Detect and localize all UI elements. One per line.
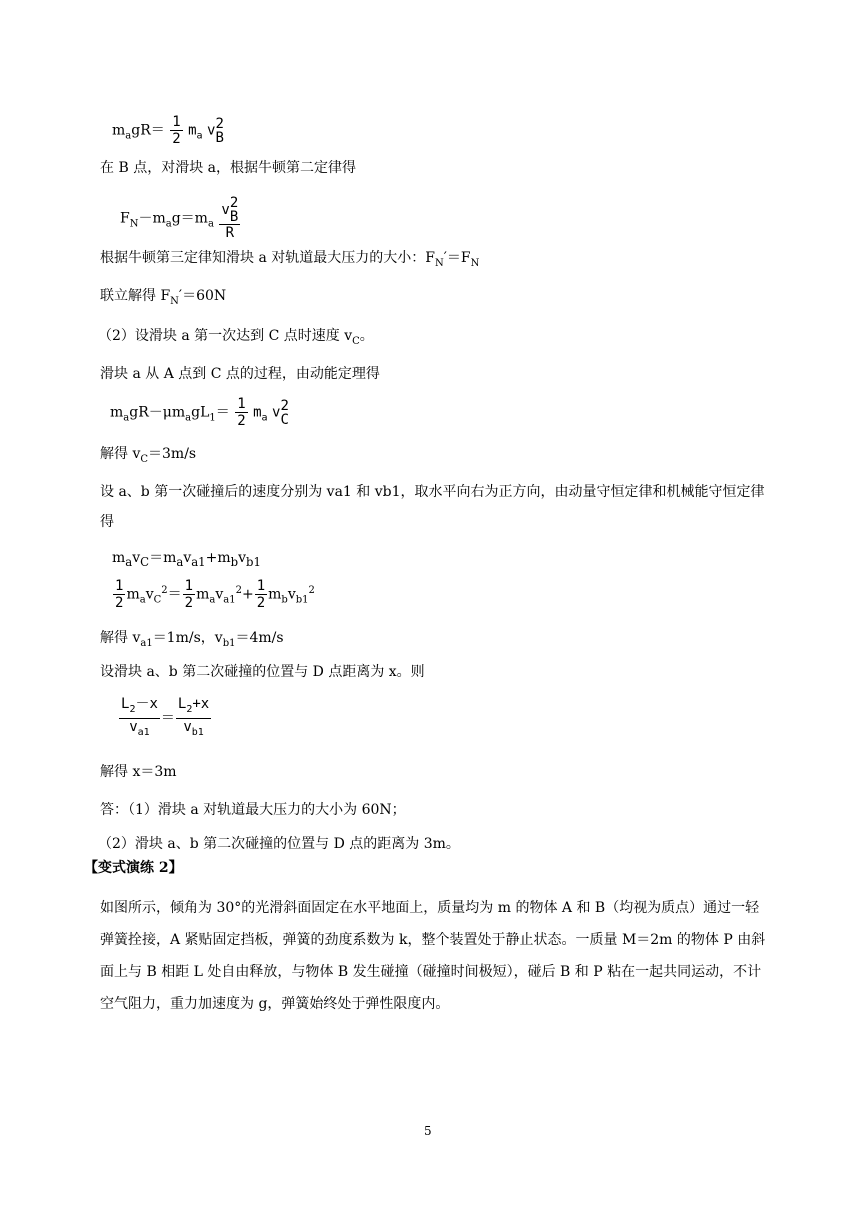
fraction-vb2-over-r [219,196,240,241]
text-line-11: 答：（1）滑块 a 对轨道最大压力的大小为 60N； [100,802,406,818]
frac3-num: 1 [237,396,246,412]
eq5-p6: v [287,586,296,603]
fraction-left [119,696,160,741]
eq6-n1r: －x [135,696,158,712]
l2-c: ′＝F [443,250,471,266]
eq6-n2s: 2 [186,703,193,715]
equation-work-energy [110,396,289,429]
frac2-num [219,196,240,225]
eq1-lhs-rest: gR＝ [131,122,165,139]
frac5b-den: 2 [184,595,194,611]
frac-num: 1 [172,114,181,130]
eq3-v-scripts [280,399,288,427]
l8-a: 解得 v [100,630,141,646]
eq1-v-sub: B [215,129,224,146]
text-line-1: 在 B 点，对滑块 a，根据牛顿第二定律得 [100,160,356,176]
frac3-den: 2 [237,413,246,429]
l4-c: 。 [359,328,374,344]
eq3-b: gR－μm [129,404,186,421]
l2-a: 根据牛顿第三定律知滑块 a 对轨道最大压力的大小：F [100,250,435,266]
eq5-p1s: a [139,594,146,606]
l6-c: ＝3m/s [148,446,197,462]
eq6-n1: L [121,696,130,712]
eq3-v-sup: 2 [280,397,289,414]
l6-a: 解得 v [100,446,141,462]
text-line-12: （2）滑块 a、b 第二次碰撞的位置与 D 点的距离为 3m。 [98,836,460,852]
eq1-v: v [207,122,216,139]
eq5-p4: v [215,586,224,603]
text-line-9: 设滑块 a、b 第二次碰撞的位置与 D 点距离为 x。则 [100,664,425,680]
eq5-p5s: b [281,594,288,606]
eq3-m-sub: a [261,412,268,424]
eq6-n2r: +x [192,696,210,712]
frac2-sub: B [229,209,239,225]
l4-b: C [352,335,360,347]
eq4: $m_av_C=m_av_{a1}+m_bv_{b1}$ [112,550,261,569]
eq6-n2: L [177,696,187,712]
frac6a-num [119,696,160,719]
eq5-eq: ＝ [167,586,182,603]
eq5-p3: m [196,586,210,603]
equation-newton-second [120,196,241,241]
text-line-10: 解得 x＝3m [100,764,177,780]
text-line-8 [100,628,284,654]
eq6-eq: ＝ [160,710,175,727]
eq2-a: F [120,210,130,227]
text-line-6 [100,444,196,470]
frac5c-den: 2 [256,595,266,611]
eq3-d: ＝ [215,404,230,421]
eq3-a: m [110,404,124,421]
eq2-b-sub: a [165,218,172,230]
l3-a: 联立解得 F [100,288,171,304]
eq2-c: g＝m [171,210,208,227]
equation-position-ratio [118,696,212,741]
text-line-7: 设 a、b 第一次碰撞后的速度分别为 va1 和 vb1，取水平向右为正方向，由动量守恒定律和机械能守恒定律 [100,484,765,500]
text-line-4 [98,326,374,352]
eq3-b-sub: a [185,412,192,424]
eq5-plus: + [241,586,254,603]
fraction-half-4 [183,578,195,611]
problem-paragraph: 如图所示，倾角为 30°的光滑斜面固定在水平地面上，质量均为 m 的物体 A 和 B（均视为质点）通过一轻弹簧拴接，A 紧贴固定挡板，弹簧的劲度系数为 k，整个装置处于静止状态。一质量 M＝2m 的物体 P 由斜面上与 B 相距 L 处自由释放，与物体 B 发生碰撞（碰撞时间极短），碰后 B 和 P 粘在一起共同运动，不计空气阻力，重力加速度为 g，弹簧始终处于弹性限度内。 [100,900,766,1012]
eq6-d2s: b1 [191,726,204,738]
eq6-d2: v [183,718,192,735]
l3-c: ′＝60N [178,288,227,304]
equation-energy-ab [112,114,224,147]
eq5-p5: m [268,586,282,603]
eq5-p1: m [126,586,140,603]
eq6-d1s: a1 [137,726,150,738]
eq3-v-sub: C [280,411,289,428]
fraction-half-2 [235,396,247,429]
frac2-v: v [221,202,230,218]
l2-d: N [470,257,480,269]
l6-b: C [140,453,149,465]
eq3-c-sub: 1 [209,412,216,424]
eq5-p2sup: 2 [161,584,168,596]
eq1-v-sup: 2 [215,115,224,132]
l8-c: ＝1m/s，v [152,630,223,646]
frac5b-num: 1 [184,578,194,594]
frac2-sup: 2 [229,195,239,211]
eq1-lhs-sub: a [125,130,132,142]
eq3-v: v [272,404,281,421]
frac5c-num: 1 [256,578,266,594]
eq1-m-sub: a [196,130,203,142]
page-number: 5 [424,1124,432,1138]
eq1-v-scripts [215,117,223,145]
frac-den: 2 [172,131,181,147]
text-line-5: 滑块 a 从 A 点到 C 点的过程，由动能定理得 [100,366,380,382]
eq6-n1s: 2 [129,703,136,715]
fraction-half [170,114,182,147]
equation-momentum [112,548,261,572]
equation-energy-conservation [112,578,315,611]
frac2-den: R [225,225,235,241]
eq1-lhs: m [112,122,126,139]
eq3-m: m [253,404,262,421]
text-line-2 [100,248,479,274]
eq2-a-sub: N [129,218,139,230]
l8-b: a1 [140,637,153,649]
frac6b-den [176,719,211,741]
eq5-p4sup: 2 [235,584,242,596]
text-line-3 [100,286,226,312]
text-line-7b: 得 [100,514,114,530]
fraction-half-3 [113,578,125,611]
eq3-a-sub: a [123,412,130,424]
section-heading: 【变式演练 2】 [84,860,183,876]
eq3-c: gL [191,404,210,421]
eq5-p2: v [145,586,154,603]
eq5-p3s: a [209,594,216,606]
frac6b-num [176,696,211,719]
eq2-b: －m [138,210,166,227]
frac6a-den [119,719,160,741]
fraction-right [176,696,211,741]
fraction-half-5 [255,578,267,611]
l3-b: N [170,295,179,307]
frac5a-den: 2 [115,595,124,611]
eq1-m: m [188,122,197,139]
eq5-p4s: a1 [223,594,236,606]
l8-d: b1 [222,637,236,649]
eq6-d1: v [129,718,138,735]
eq2-c-sub: a [207,218,214,230]
l8-e: ＝4m/s [235,630,284,646]
l4-a: （2）设滑块 a 第一次达到 C 点时速度 v [98,328,353,344]
l2-b: N [434,257,444,269]
frac2-v-scripts [230,196,238,224]
eq5-p6s: b1 [295,594,309,606]
frac5a-num: 1 [115,578,124,594]
eq5-p2s: C [153,594,162,606]
eq5-p6sup: 2 [308,584,315,596]
